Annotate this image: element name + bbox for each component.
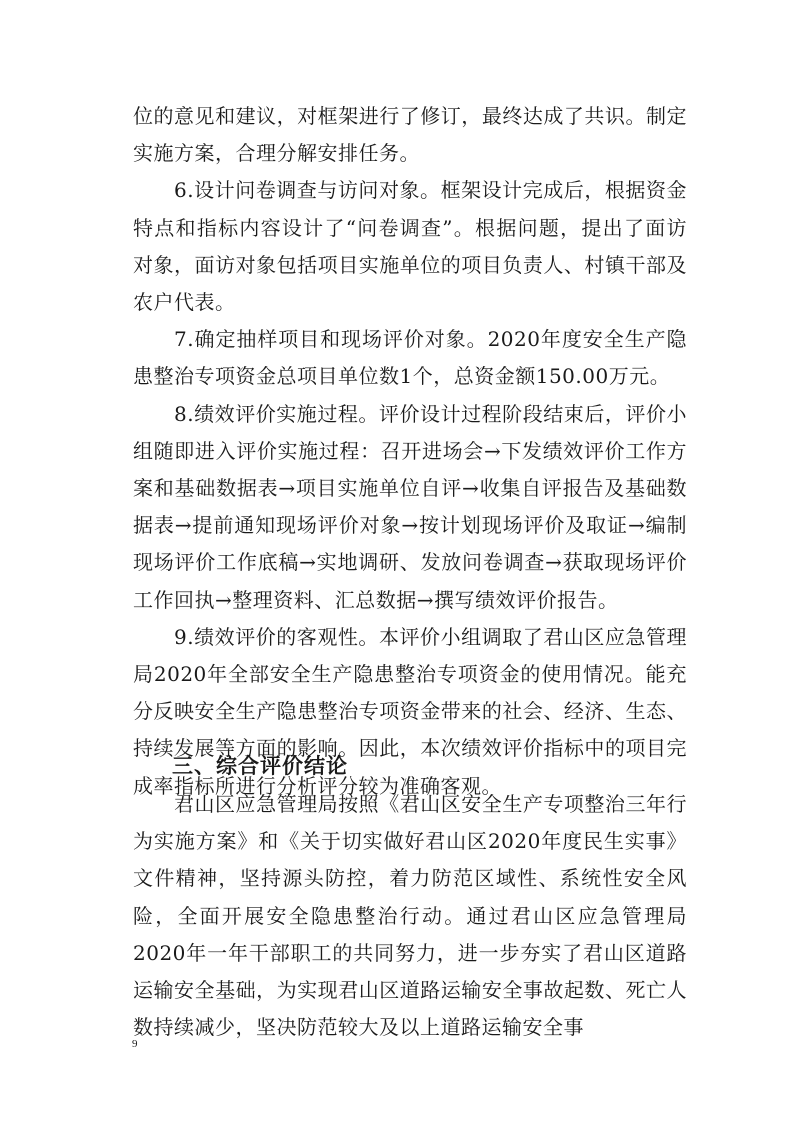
body-text-top [133, 98, 687, 805]
paragraph-objectivity: 9.绩效评价的客观性。本评价小组调取了君山区应急管理局2020年全部安全生产隐患整治专项资金的使用情况。能充分反映安全生产隐患整治专项资金带来的社会、经济、生态、持续发展等方面的影响。因此，本次绩效评价指标中的项目完成率指标所进行分析评分较为准确客观。 [133, 624, 687, 798]
paragraph-process: 8.绩效评价实施过程。评价设计过程阶段结束后，评价小组随即进入评价实施过程：召开进场会→下发绩效评价工作方案和基础数据表→项目实施单位自评→收集自评报告及基础数据表→提前通知现场评价对象→按计划现场评价及取证→编制现场评价工作底稿→实地调研、发放问卷调查→获取现场评价工作回执→整理资料、汇总数据→撰写绩效评价报告。 [133, 401, 687, 612]
paragraph-questionnaire: 6.设计问卷调查与访问对象。框架设计完成后，根据资金特点和指标内容设计了“问卷调查”。根据问题，提出了面访对象，面访对象包括项目实施单位的项目负责人、村镇干部及农户代表。 [133, 178, 687, 315]
page-number: 9 [132, 1038, 138, 1050]
body-text-bottom [133, 786, 687, 1046]
section-heading: 三、综合评价结论 [172, 754, 348, 778]
paragraph-continuation: 位的意见和建议，对框架进行了修订，最终达成了共识。制定实施方案，合理分解安排任务。 [133, 104, 687, 166]
paragraph-conclusion: 君山区应急管理局按照《君山区安全生产专项整治三年行为实施方案》和《关于切实做好君山区2020年度民生实事》文件精神，坚持源头防控，着力防范区域性、系统性安全风险，全面开展安全隐患整治行动。通过君山区应急管理局2020年一年干部职工的共同努力，进一步夯实了君山区道路运输安全基础，为实现君山区道路运输安全事故起数、死亡人数持续减少，坚决防范较大及以上道路运输安全事 [133, 792, 687, 1040]
paragraph-sampling: 7.确定抽样项目和现场评价对象。2020年度安全生产隐患整治专项资金总项目单位数1个，总资金额150.00万元。 [133, 327, 687, 389]
